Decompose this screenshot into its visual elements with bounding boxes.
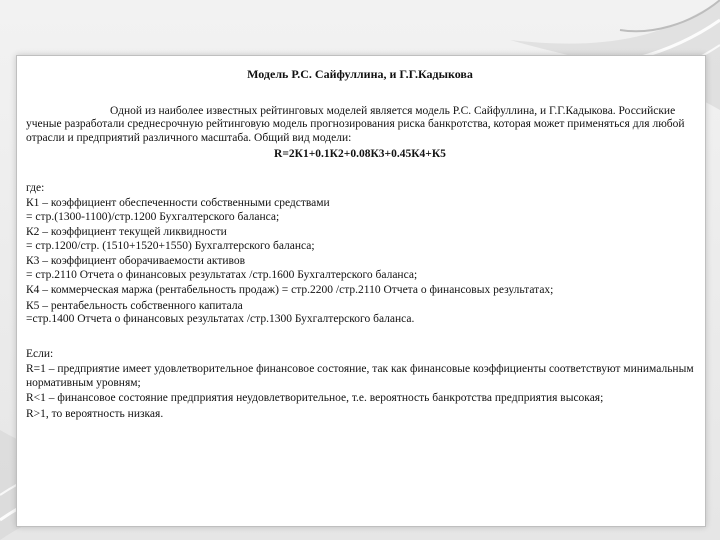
condition-r-equals-1: R=1 – предприятие имеет удовлетворительное финансовое состояние, так как финансовые коэффициенты соответствуют минимальным нормативным уровням; — [26, 363, 694, 389]
slide-title: Модель Р.С. Сайфуллина, и Г.Г.Кадыкова — [247, 67, 473, 81]
coefficient-k2-calc: = стр.1200/стр. (1510+1520+1550) Бухгалтерского баланса; — [26, 239, 315, 252]
condition-r-greater-1: R>1, то вероятность низкая. — [26, 407, 164, 420]
slide-content — [26, 68, 694, 423]
coefficient-k3-calc: = стр.2110 Отчета о финансовых результатах /стр.1600 Бухгалтерского баланса; — [26, 268, 418, 281]
coefficient-k1-calc: = стр.(1300-1100)/стр.1200 Бухгалтерского баланса; — [26, 210, 280, 223]
coefficient-k2-name: К2 – коэффициент текущей ликвидности — [26, 226, 227, 238]
intro-paragraph: Одной из наиболее известных рейтинговых моделей является модель Р.С. Сайфуллина, и Г.Г.Кадыкова. Российские ученые разработали среднесрочную рейтинговую модель прогнозирования риска банкротства, которая может применяться для любой отрасли и предприятий различного масштаба. Общий вид модели: — [26, 104, 685, 144]
coefficient-k5-calc: =стр.1400 Отчета о финансовых результатах /стр.1300 Бухгалтерского баланса. — [26, 313, 415, 325]
coefficient-k1-name: К1 – коэффициент обеспеченности собственными средствами — [26, 197, 330, 209]
coefficient-k5-name: К5 – рентабельность собственного капитала — [26, 299, 243, 312]
if-label: Если: — [26, 347, 54, 360]
coefficient-k3-name: К3 – коэффициент оборачиваемости активов — [26, 255, 246, 267]
coefficient-list — [26, 197, 694, 327]
coefficient-k4-name: К4 – коммерческая маржа (рентабельность продаж) = стр.2200 /стр.2110 Отчета о финансовых результатах; — [26, 284, 554, 296]
where-label: где: — [26, 181, 45, 194]
slide-panel — [16, 55, 706, 527]
condition-r-less-1: R<1 – финансовое состояние предприятия неудовлетворительное, т.е. вероятность банкротства предприятия высокая; — [26, 392, 604, 404]
conditions-block — [26, 348, 694, 422]
model-formula: R=2К1+0.1К2+0.08К3+0.45К4+К5 — [274, 148, 446, 160]
